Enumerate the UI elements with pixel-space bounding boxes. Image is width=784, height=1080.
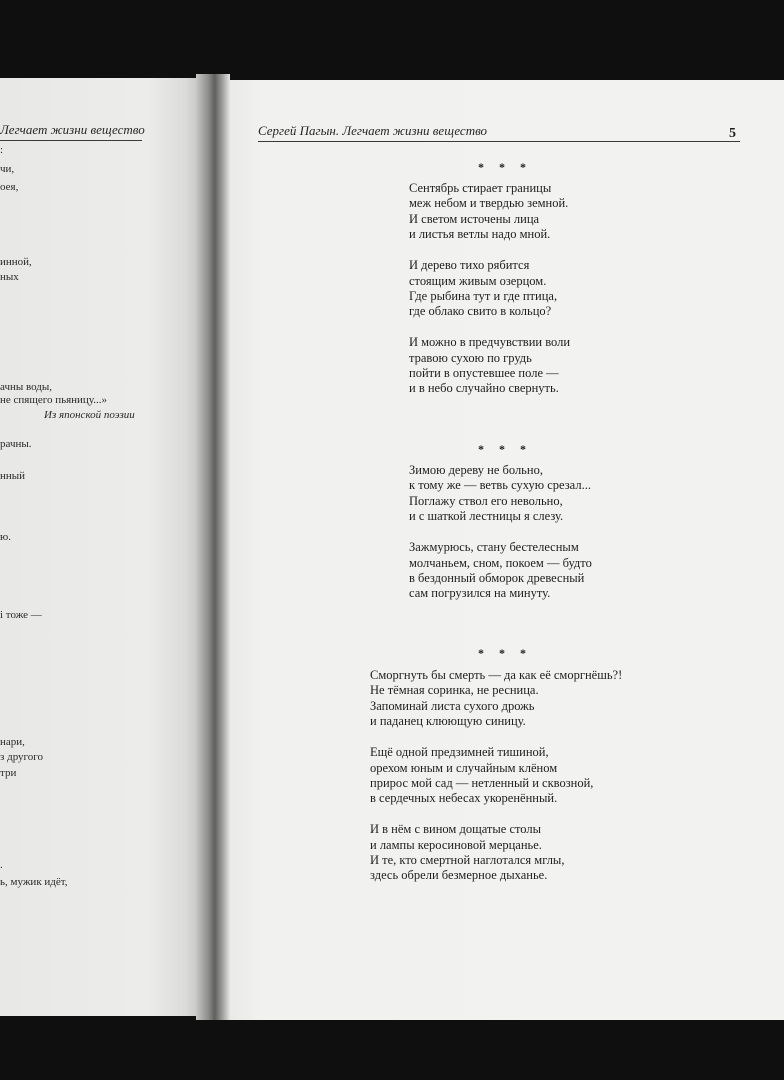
left-text-fragment: ь, мужик идёт, <box>0 876 68 888</box>
left-text-fragment: і тоже — <box>0 609 42 621</box>
book-gutter <box>196 74 230 1020</box>
left-text-fragment: : <box>0 144 4 156</box>
left-text-fragment: не спящего пьяницу...» <box>0 394 107 406</box>
poem-line: Запоминай листа сухого дрожь <box>370 698 535 713</box>
poem-line: и листья ветлы надо мной. <box>409 227 551 242</box>
poem-separator-stars: * * * <box>478 646 532 660</box>
left-text-fragment: ных <box>0 271 19 283</box>
left-text-fragment: . <box>0 859 3 871</box>
poem-line: где облако свито в кольцо? <box>409 304 552 319</box>
right-running-header: Сергей Пагын. Легчает жизни вещество <box>258 123 488 138</box>
poem-line: И дерево тихо рябится <box>409 258 530 273</box>
left-text-fragment: чи, <box>0 163 15 175</box>
left-text-fragment: три <box>0 767 17 779</box>
poem-line: в сердечных небесах укоренённый. <box>370 791 558 806</box>
left-text-fragment: Из японской поэзии <box>44 409 135 421</box>
poem-line: Зажмурюсь, стану бестелесным <box>409 540 579 555</box>
poem-line: И в нём с вином дощатые столы <box>370 822 542 837</box>
poem-line: меж небом и твердью земной. <box>409 196 569 211</box>
page-number: 5 <box>729 126 736 141</box>
poem-line: Не тёмная соринка, не ресница. <box>370 683 539 698</box>
poem-line: к тому же — ветвь сухую срезал... <box>409 478 591 493</box>
left-text-fragment: з другого <box>0 751 44 763</box>
poem-line: Сентябрь стирает границы <box>409 181 552 195</box>
left-text-fragment: нари, <box>0 736 25 748</box>
poem-line: травою сухою по грудь <box>409 350 532 365</box>
left-text-fragment: нный <box>0 470 26 482</box>
poem-line: пойти в опустевшее поле — <box>409 366 559 380</box>
poem-line: и в небо случайно свернуть. <box>409 381 559 396</box>
left-header-rule <box>0 140 142 141</box>
poem-line: и паданец клюющую синицу. <box>370 714 526 729</box>
poem-line: Поглажу ствол его невольно, <box>409 493 563 508</box>
poem-separator-stars: * * * <box>478 442 532 456</box>
poem-line: Где рыбина тут и где птица, <box>409 288 558 303</box>
poem-line: молчаньем, сном, покоем — будто <box>409 555 592 570</box>
left-text-fragment: оея, <box>0 181 19 193</box>
left-text-fragment: ю. <box>0 531 11 543</box>
poem-line: в бездонный обморок древесный <box>409 570 585 585</box>
right-header-rule <box>258 141 740 142</box>
poem-line: Зимою дереву не больно, <box>409 463 543 477</box>
left-text-fragment: ачны воды, <box>0 381 53 393</box>
poem-line: и лампы керосиновой мерцанье. <box>370 837 542 852</box>
poem-line: Ещё одной предзимней тишиной, <box>370 745 549 760</box>
poem-line: Сморгнуть бы смерть — да как её сморгнёшь?! <box>370 668 623 682</box>
left-text-fragment: рачны. <box>0 438 32 450</box>
poem-line: стоящим живым озерцом. <box>409 273 547 288</box>
poem-line: орехом юным и случайным клёном <box>370 760 558 775</box>
left-text-fragment: инной, <box>0 256 32 268</box>
poem-line: И те, кто смертной наглотался мглы, <box>370 853 565 867</box>
poem-line: прирос мой сад — нетленный и сквозной, <box>370 775 594 790</box>
poem-separator-stars: * * * <box>478 160 532 174</box>
poem-line: и с шаткой лестницы я слезу. <box>409 509 564 524</box>
poem-line: И можно в предчувствии воли <box>409 335 571 350</box>
poem-line: сам погрузился на минуту. <box>409 586 551 601</box>
poem-line: И светом источены лица <box>409 211 540 226</box>
poem-line: здесь обрели безмерное дыханье. <box>370 868 548 883</box>
left-running-header: Легчает жизни вещество <box>0 122 145 137</box>
